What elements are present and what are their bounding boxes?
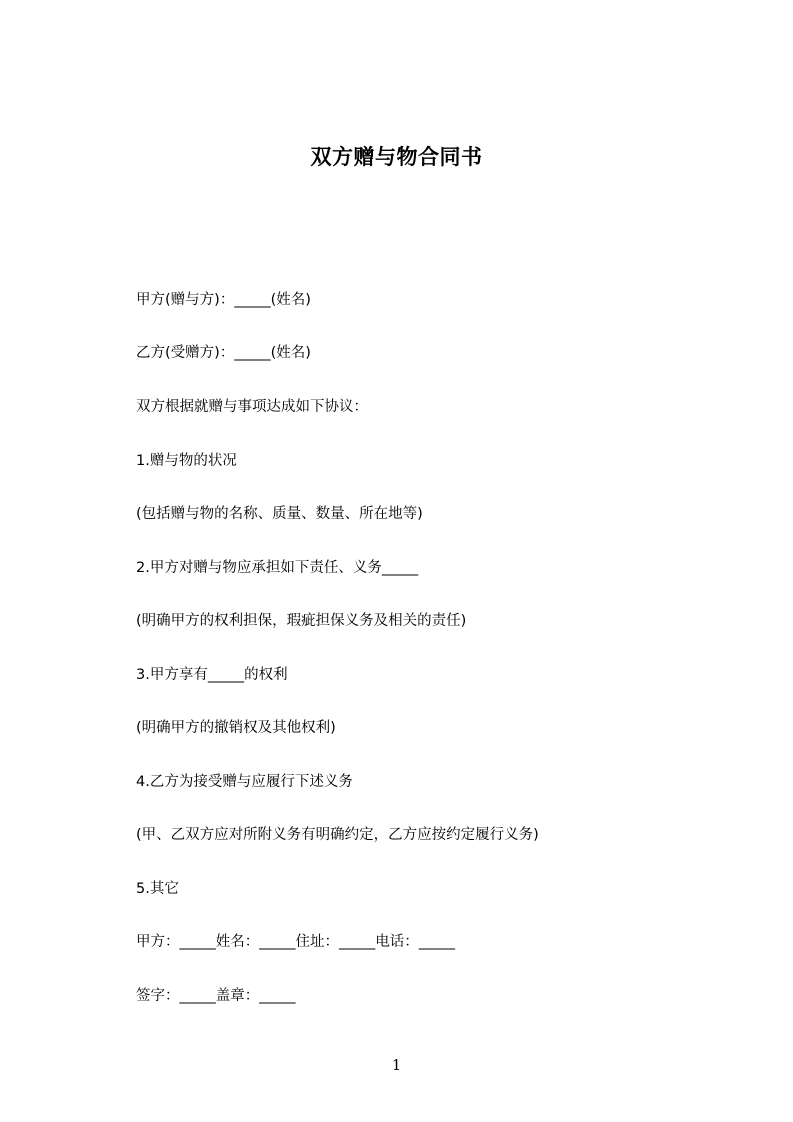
clause-5-heading: 5.其它 xyxy=(136,881,179,897)
signature-line: 签字：_____盖章：_____ xyxy=(136,988,296,1004)
clause-2-note: (明确甲方的权利担保，瑕疵担保义务及相关的责任) xyxy=(136,613,467,629)
clause-1-note: (包括赠与物的名称、质量、数量、所在地等) xyxy=(136,506,423,522)
party-a-info-line: 甲方：_____姓名：_____住址：_____电话：_____ xyxy=(136,934,455,950)
document-title: 双方赠与物合同书 xyxy=(310,145,483,169)
agreement-intro: 双方根据就赠与事项达成如下协议： xyxy=(136,399,368,415)
page-number: 1 xyxy=(391,1056,402,1074)
clause-1-heading: 1.赠与物的状况 xyxy=(136,453,237,469)
party-b-line: 乙方(受赠方)：_____(姓名) xyxy=(136,345,311,361)
clause-4-note: (甲、乙双方应对所附义务有明确约定，乙方应按约定履行义务) xyxy=(136,827,539,843)
clause-4-heading: 4.乙方为接受赠与应履行下述义务 xyxy=(136,774,353,790)
clause-2-heading: 2.甲方对赠与物应承担如下责任、义务_____ xyxy=(136,560,419,576)
clause-3-heading: 3.甲方享有_____的权利 xyxy=(136,667,288,683)
party-a-line: 甲方(赠与方)：_____(姓名) xyxy=(136,292,311,308)
clause-3-note: (明确甲方的撤销权及其他权利) xyxy=(136,720,336,736)
